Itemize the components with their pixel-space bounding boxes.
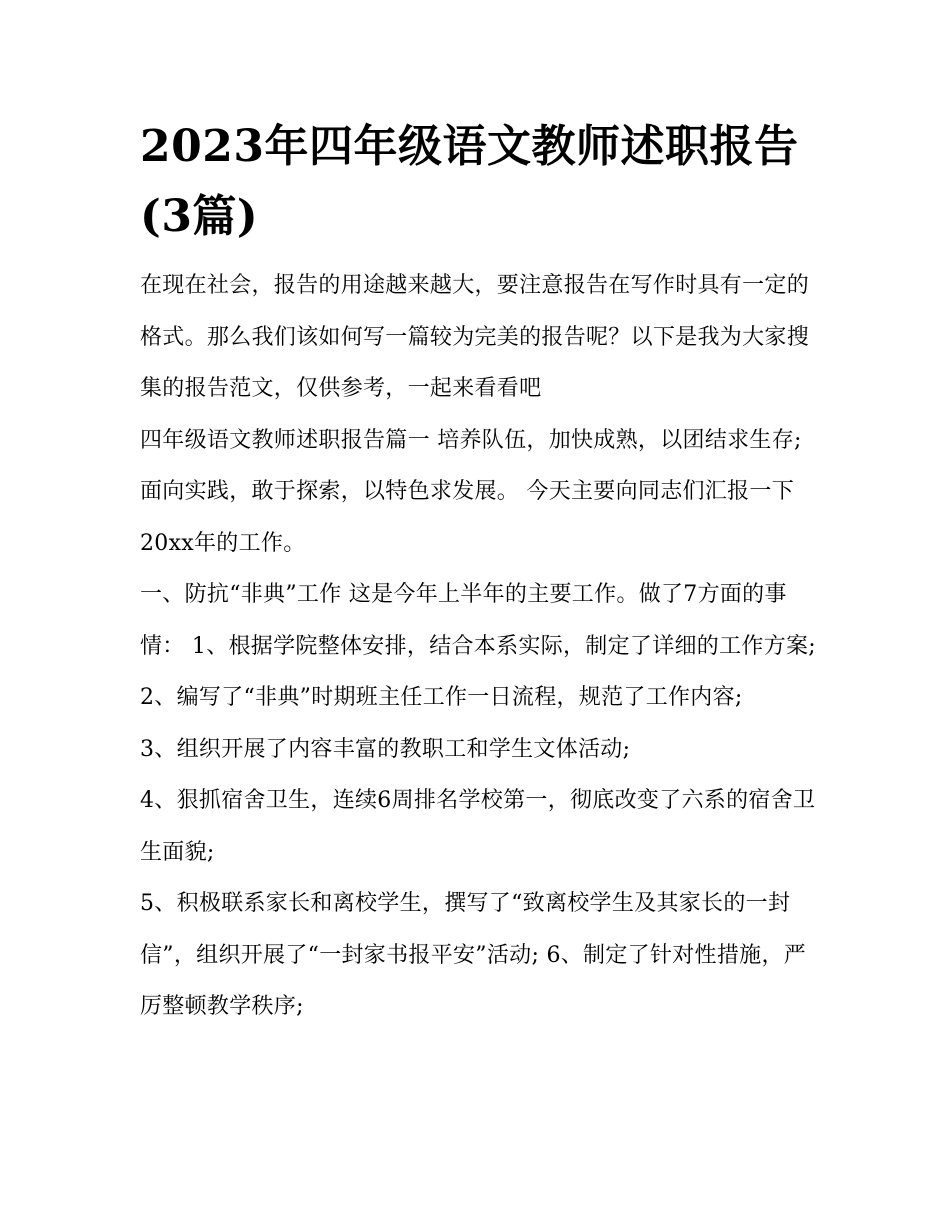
document-title: 2023年四年级语文教师述职报告(3篇) <box>140 121 799 242</box>
paragraph-report-opening: 四年级语文教师述职报告篇一 培养队伍，加快成熟，以团结求生存; 面向实践，敢于探索，以特色求发展。 今天主要向同志们汇报一下20xx年的工作。 <box>140 427 802 556</box>
paragraph-item-4: 4、狠抓宿舍卫生，连续6周排名学校第一，彻底改变了六系的宿舍卫生面貌; <box>140 788 816 865</box>
paragraph-item-5-6: 5、积极联系家长和离校学生，撰写了“致离校学生及其家长的一封信”，组织开展了“一封家书报平安”活动; 6、制定了针对性措施，严厉整顿教学秩序; <box>140 891 807 1019</box>
paragraph-item-3: 3、组织开展了内容丰富的教职工和学生文体活动; <box>140 736 631 762</box>
paragraph-section-one: 一、防抗“非典”工作 这是今年上半年的主要工作。做了7方面的事情： 1、根据学院整体安排，结合本系实际，制定了详细的工作方案; <box>140 582 817 659</box>
paragraph-intro: 在现在社会，报告的用途越来越大，要注意报告在写作时具有一定的格式。那么我们该如何写一篇较为完美的报告呢？以下是我为大家搜集的报告范文，仅供参考，一起来看看吧 <box>140 273 810 401</box>
document-page <box>140 112 820 1033</box>
paragraph-item-2: 2、编写了“非典”时期班主任工作一日流程，规范了工作内容; <box>140 685 743 710</box>
